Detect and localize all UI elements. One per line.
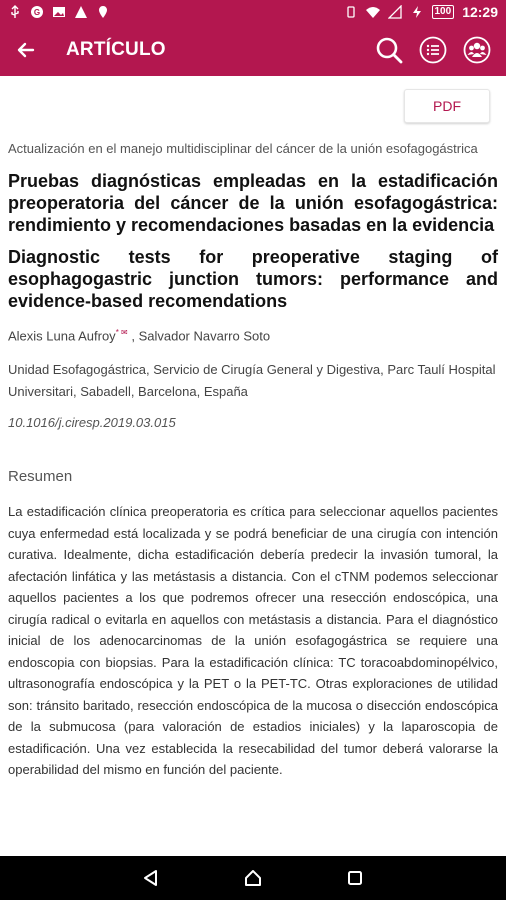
battery-level: 100 xyxy=(432,5,455,19)
pdf-row xyxy=(8,76,498,134)
search-icon xyxy=(375,36,403,64)
article-section: Actualización en el manejo multidisciplinar del cáncer de la unión esofagogástrica xyxy=(8,141,478,156)
people-icon xyxy=(463,36,491,64)
authors xyxy=(8,324,498,345)
abstract-text: La estadificación clínica preoperatoria es crítica para seleccionar aquellos pacientes cuya enfermedad está localizada y se podrá beneficiar de una cirugía con intención curativa. Idealmente, dicha estadificación debería predecir la invasión tumoral, la afectación linfática y las metástasis a distancia. Con el cTNM podemos seleccionar aquellos pacientes a los que podremos ofrecer una resección endoscópica, una cirugía radical o evitarla en aquellos con metástasis a distancia. Para el diagnóstico inicial de los adenocarcinomas de la unión esofagogástrica se requiere una endoscopia con biopsias. Para la estadificación clínica: TC toracoabdominopélvico, ultrasonografía endoscópica y la PET o la PET-TC. Otras exploraciones de utilidad son: tránsito baritado, resección endoscópica de la mucosa o disección endoscópica de la submucosa (para valoración de estadios iniciales) y la laparoscopia de estadificación. Una vez establecida la resecabilidad del tumor deberá valorarse la operabilidad del mismo en función del paciente. xyxy=(8,504,498,778)
location-icon xyxy=(96,5,110,19)
nav-home-button[interactable] xyxy=(241,866,265,890)
list-icon xyxy=(419,36,447,64)
wifi-icon xyxy=(366,5,380,19)
system-nav-bar xyxy=(0,856,506,900)
search-button[interactable] xyxy=(374,35,404,65)
abstract-heading: Resumen xyxy=(8,468,73,486)
status-right-icons xyxy=(344,4,499,20)
users-button[interactable] xyxy=(462,35,492,65)
vibrate-icon xyxy=(344,5,358,19)
back-button[interactable] xyxy=(12,36,40,64)
app-notification-icon xyxy=(30,5,44,19)
status-bar xyxy=(0,0,506,24)
arrow-left-icon xyxy=(16,40,36,60)
app-actions xyxy=(374,35,492,65)
article-content[interactable] xyxy=(0,76,506,856)
image-icon xyxy=(52,5,66,19)
nav-back-button[interactable] xyxy=(139,866,163,890)
article-title-spanish: Pruebas diagnósticas empleadas en la estadificación preoperatoria del cáncer de la unión esofagogástrica: rendimiento y recomendaciones basadas en la evidencia xyxy=(8,171,498,235)
affiliation: Unidad Esofagogástrica, Servicio de Cirugía General y Digestiva, Parc Taulí Hospital Universitari, Sabadell, Barcelona, España xyxy=(8,362,496,400)
author-link[interactable]: , Salvador Navarro Soto xyxy=(131,328,271,344)
square-recents-icon xyxy=(347,870,363,886)
home-icon xyxy=(243,868,263,888)
clock: 12:29 xyxy=(462,4,498,20)
index-button[interactable] xyxy=(418,35,448,65)
author-marks[interactable]: * ✉ xyxy=(115,328,128,337)
app-bar xyxy=(0,24,506,76)
pdf-button[interactable]: PDF xyxy=(404,89,490,123)
author-link[interactable]: Alexis Luna Aufroy xyxy=(8,328,116,344)
doi-link[interactable]: 10.1016/j.ciresp.2019.03.015 xyxy=(8,415,176,431)
warning-icon xyxy=(74,5,88,19)
page-title: ARTÍCULO xyxy=(66,39,166,60)
svg-text:G: G xyxy=(33,8,41,17)
triangle-back-icon xyxy=(142,869,160,887)
usb-icon xyxy=(8,5,22,19)
charging-icon xyxy=(410,5,424,19)
nav-recents-button[interactable] xyxy=(343,866,367,890)
article-title-english: Diagnostic tests for preoperative staging of esophagogastric junction tumors: performance and evidence-based recomendations xyxy=(8,247,498,311)
status-left-icons xyxy=(8,5,110,19)
signal-icon xyxy=(388,5,402,19)
